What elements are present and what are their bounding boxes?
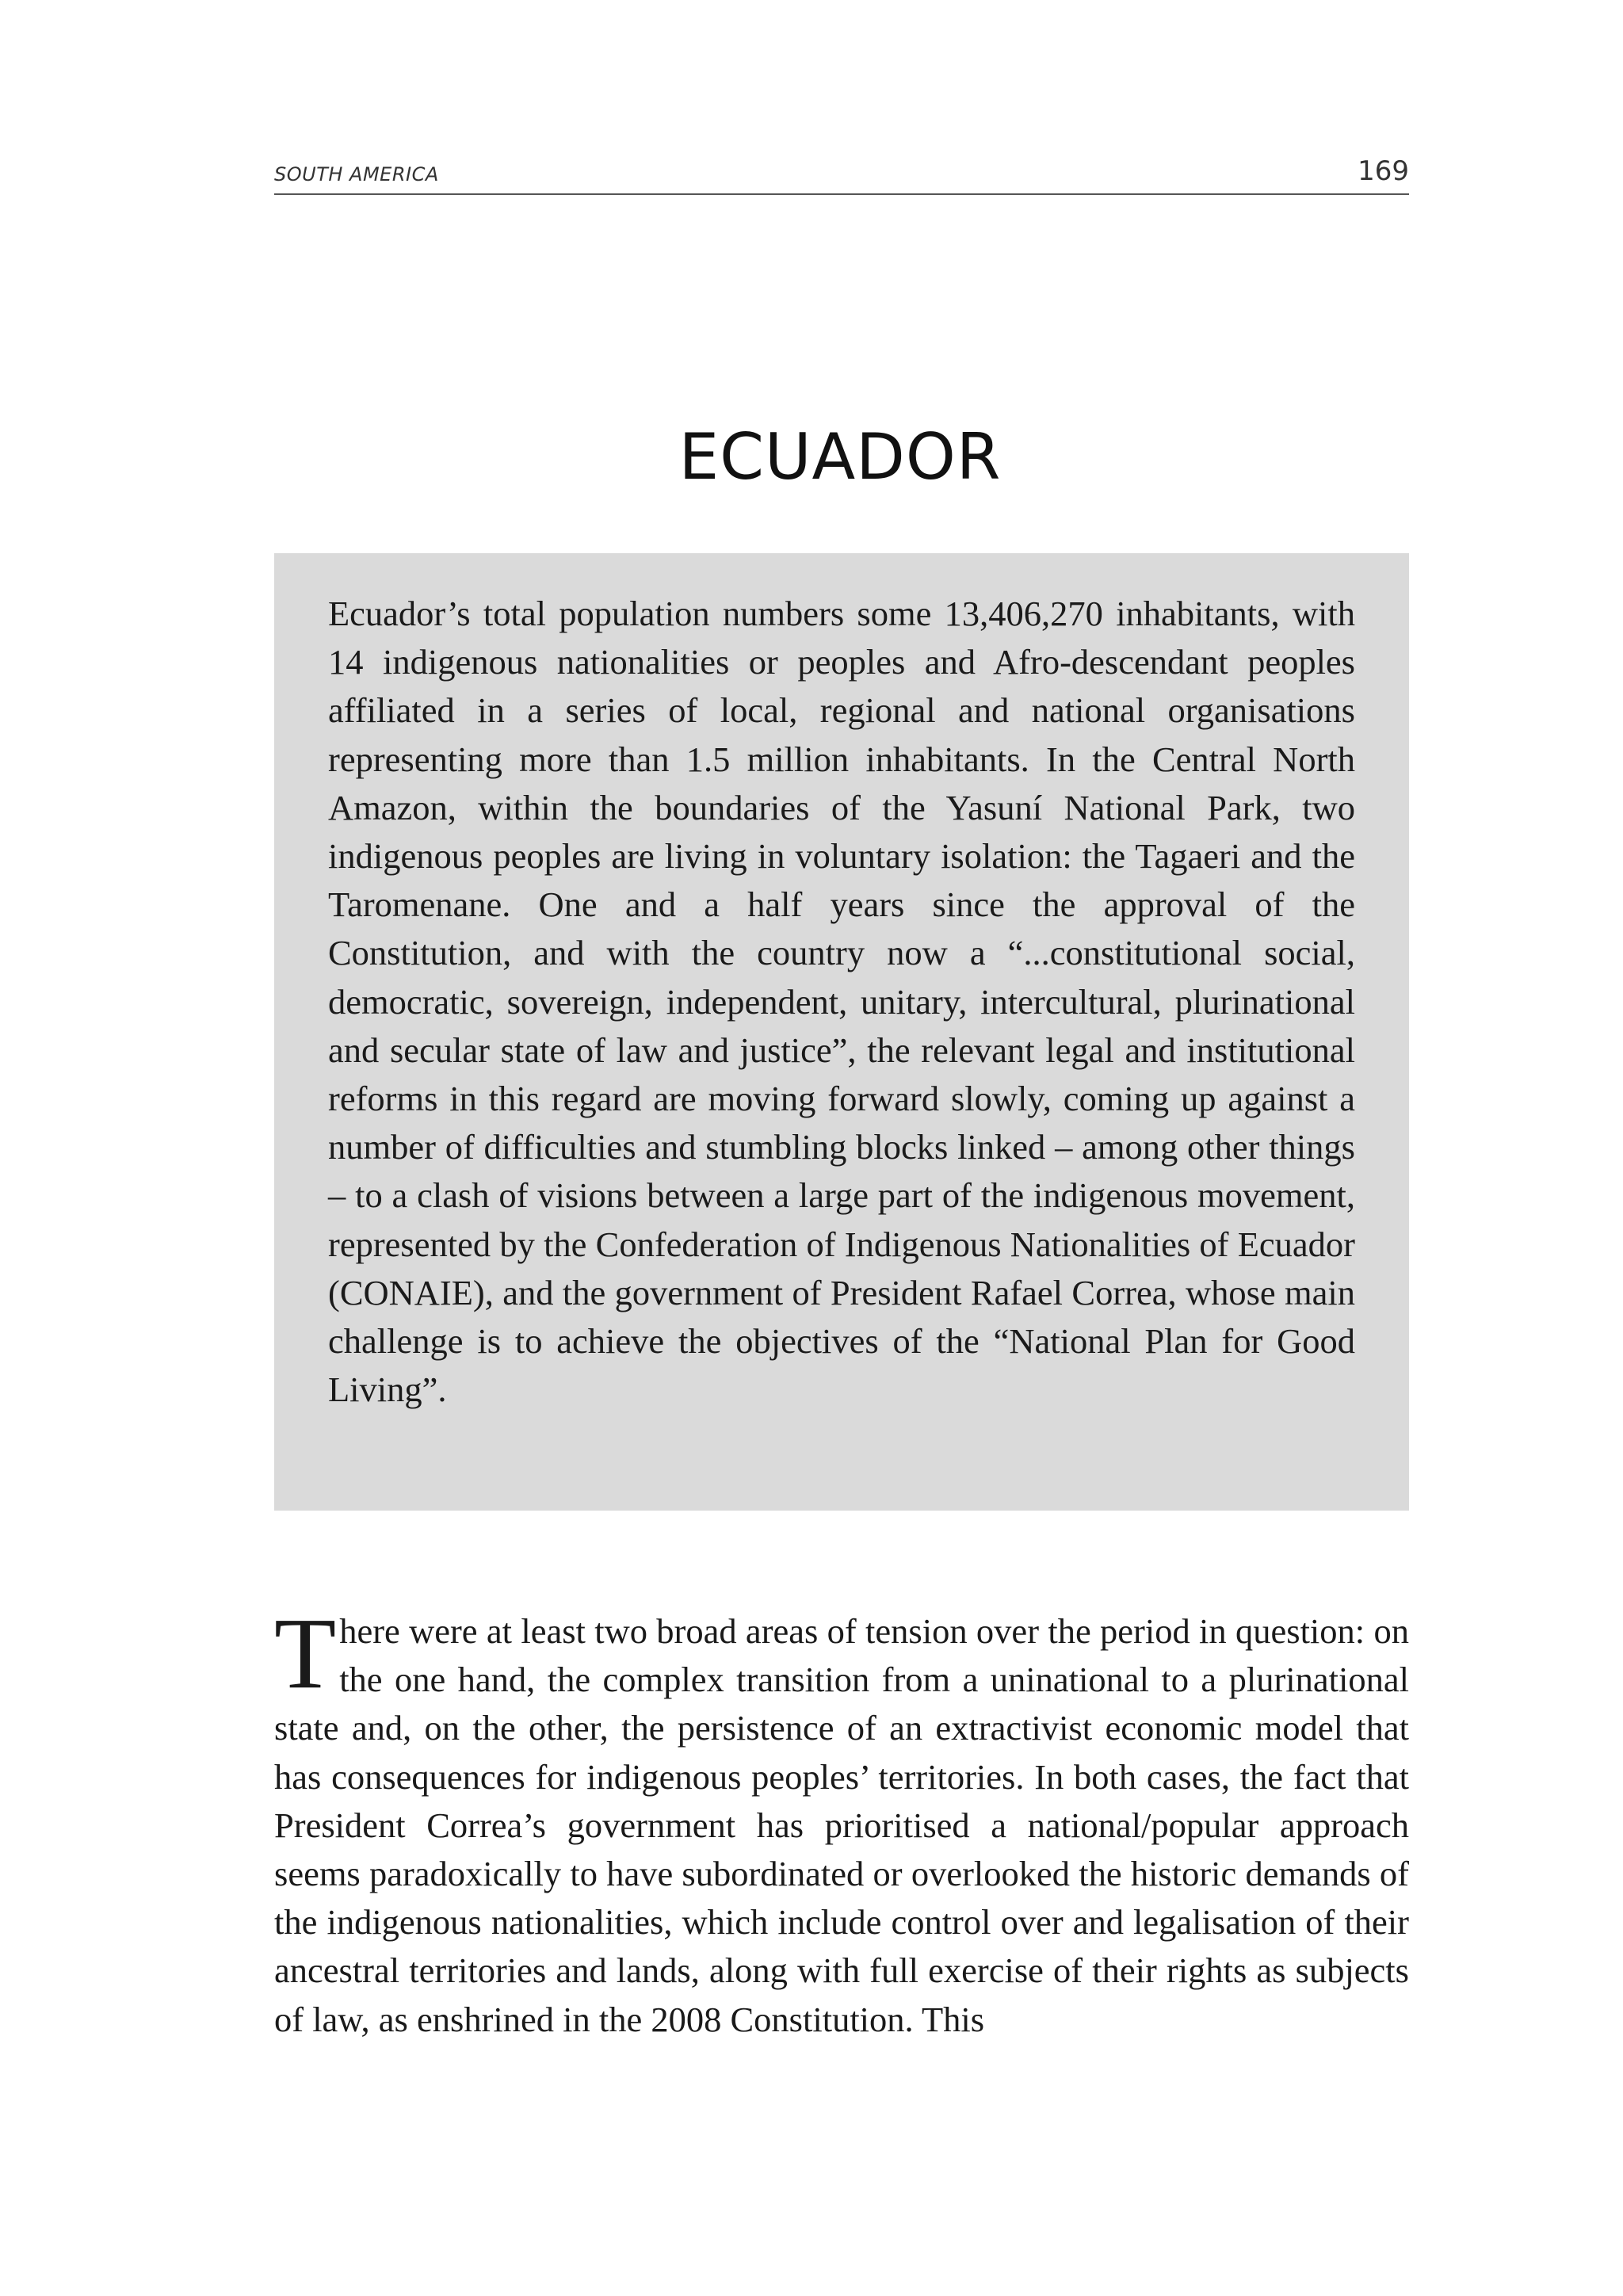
drop-cap: T [274, 1597, 337, 1710]
body-text: here were at least two broad areas of tension over the period in question: on the one hand, the complex transition from a uninational to a plurinational state and, on the other, the persistence of an extractivist economic model that has consequences for indigenous peoples’ territories. In both cases, the fact that President Correa’s government has prioritised a national/popular approach seems paradoxically to have subordinated or overlooked the historic demands of the indigenous nationalities, which include control over and legalisation of their ancestral territories and lands, along with full exercise of their rights as subjects of law, as enshrined in the 2008 Constitution. This [274, 1611, 1409, 2039]
abstract-text: Ecuador’s total population numbers some 13,406,270 inhabitants, with 14 indigenous nationalities or peoples and Afro-descendant peoples affiliated in a series of local, regional and national organisations representing more than 1.5 million inhabitants. In the Central North Amazon, within the boundaries of the Yasuní National Park, two indigenous peoples are living in voluntary isolation: the Tagaeri and the Taromenane. One and a half years since the approval of the Constitution, and with the country now a “...constitutional social, democratic, sovereign, independent, unitary, intercultural, plurinational and secular state of law and justice”, the relevant legal and institutional reforms in this regard are moving forward slowly, coming up against a number of difficulties and stumbling blocks linked – among other things – to a clash of visions between a large part of the indigenous movement, represented by the Confederation of Indigenous Nationalities of Ecuador (CONAIE), and the government of President Rafael Correa, whose main challenge is to achieve the objectives of the “National Plan for Good Living”. [328, 594, 1355, 1410]
chapter-title: ECUADOR [678, 420, 1002, 494]
running-header [274, 152, 1409, 195]
abstract-box [274, 553, 1409, 1511]
section-label: SOUTH AMERICA [274, 163, 439, 185]
body-paragraph [274, 1597, 1409, 2044]
page-number: 169 [1358, 155, 1409, 187]
